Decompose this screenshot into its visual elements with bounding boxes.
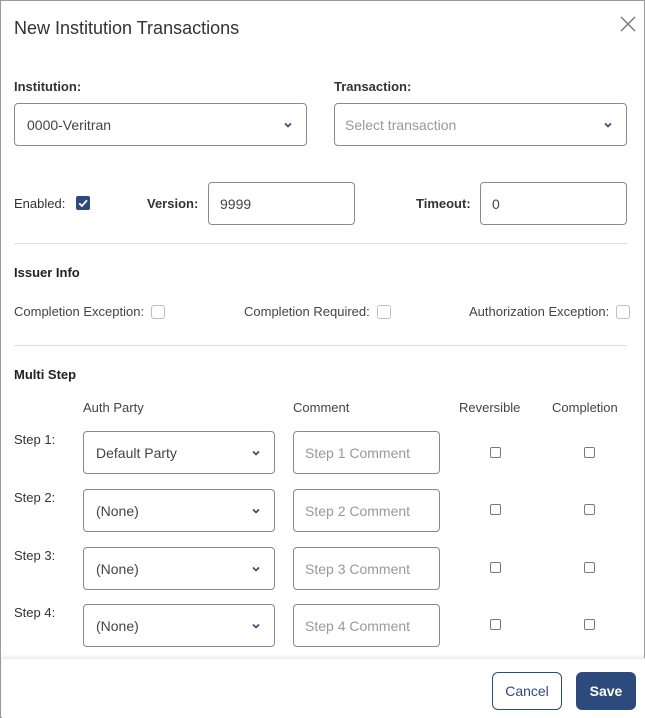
divider [14, 345, 627, 346]
completion-exception-label: Completion Exception: [14, 304, 145, 319]
step-3-party-value: (None) [96, 560, 139, 577]
enabled-checkbox[interactable] [76, 196, 90, 210]
step-1-party-select[interactable] [83, 431, 275, 474]
dialog-title: New Institution Transactions [14, 18, 240, 38]
step-3-comment-input[interactable] [293, 547, 440, 590]
step-2-comment-placeholder: Step 2 Comment [305, 502, 411, 519]
step-4-comment-placeholder: Step 4 Comment [305, 617, 411, 634]
step-1-completion-checkbox[interactable] [584, 447, 595, 458]
auth-party-column-header: Auth Party [83, 400, 144, 415]
step-2-label: Step 2: [14, 490, 56, 505]
step-1-comment-placeholder: Step 1 Comment [305, 444, 411, 461]
version-value: 9999 [220, 195, 252, 212]
step-3-comment-placeholder: Step 3 Comment [305, 560, 411, 577]
institution-select[interactable] [14, 103, 307, 146]
divider [14, 243, 627, 244]
step-1-comment-input[interactable] [293, 431, 440, 474]
step-4-label: Step 4: [14, 605, 56, 620]
save-button[interactable]: Save [576, 672, 636, 710]
enabled-label: Enabled: [14, 196, 66, 211]
chevron-down-icon [251, 564, 261, 574]
version-input[interactable] [208, 182, 355, 225]
step-3-label: Step 3: [14, 548, 56, 563]
timeout-label: Timeout: [416, 196, 471, 211]
step-4-completion-checkbox[interactable] [584, 619, 595, 630]
reversible-column-header: Reversible [459, 400, 521, 415]
completion-required-checkbox[interactable] [377, 305, 391, 319]
step-1-party-value: Default Party [96, 444, 177, 461]
completion-column-header: Completion [552, 400, 618, 415]
issuer-info-title: Issuer Info [14, 265, 80, 280]
multi-step-title: Multi Step [14, 367, 77, 382]
step-3-reversible-checkbox[interactable] [490, 562, 501, 573]
step-1-label: Step 1: [14, 432, 56, 447]
authorization-exception-label: Authorization Exception: [469, 304, 610, 319]
authorization-exception-checkbox[interactable] [616, 305, 630, 319]
step-4-comment-input[interactable] [293, 604, 440, 647]
chevron-down-icon [251, 448, 261, 458]
cancel-button[interactable]: Cancel [492, 672, 562, 710]
step-3-completion-checkbox[interactable] [584, 562, 595, 573]
comment-column-header: Comment [293, 400, 350, 415]
version-label: Version: [147, 196, 199, 211]
step-2-completion-checkbox[interactable] [584, 504, 595, 515]
step-4-party-select[interactable] [83, 604, 275, 647]
check-icon [76, 196, 90, 210]
step-1-reversible-checkbox[interactable] [490, 447, 501, 458]
transaction-label: Transaction: [334, 79, 412, 94]
institution-value: 0000-Veritran [27, 116, 112, 133]
transaction-select[interactable] [334, 103, 627, 146]
step-4-reversible-checkbox[interactable] [490, 619, 501, 630]
step-4-party-value: (None) [96, 617, 139, 634]
institution-label: Institution: [14, 79, 82, 94]
chevron-down-icon [603, 120, 613, 130]
step-2-party-select[interactable] [83, 489, 275, 532]
step-2-reversible-checkbox[interactable] [490, 504, 501, 515]
step-2-party-value: (None) [96, 502, 139, 519]
step-3-party-select[interactable] [83, 547, 275, 590]
completion-exception-checkbox[interactable] [151, 305, 165, 319]
transaction-placeholder: Select transaction [345, 116, 457, 133]
chevron-down-icon [251, 506, 261, 516]
chevron-down-icon [251, 621, 261, 631]
timeout-value: 0 [492, 195, 500, 212]
step-2-comment-input[interactable] [293, 489, 440, 532]
chevron-down-icon [283, 120, 293, 130]
timeout-input[interactable] [480, 182, 627, 225]
close-icon[interactable] [619, 15, 639, 35]
completion-required-label: Completion Required: [244, 304, 370, 319]
